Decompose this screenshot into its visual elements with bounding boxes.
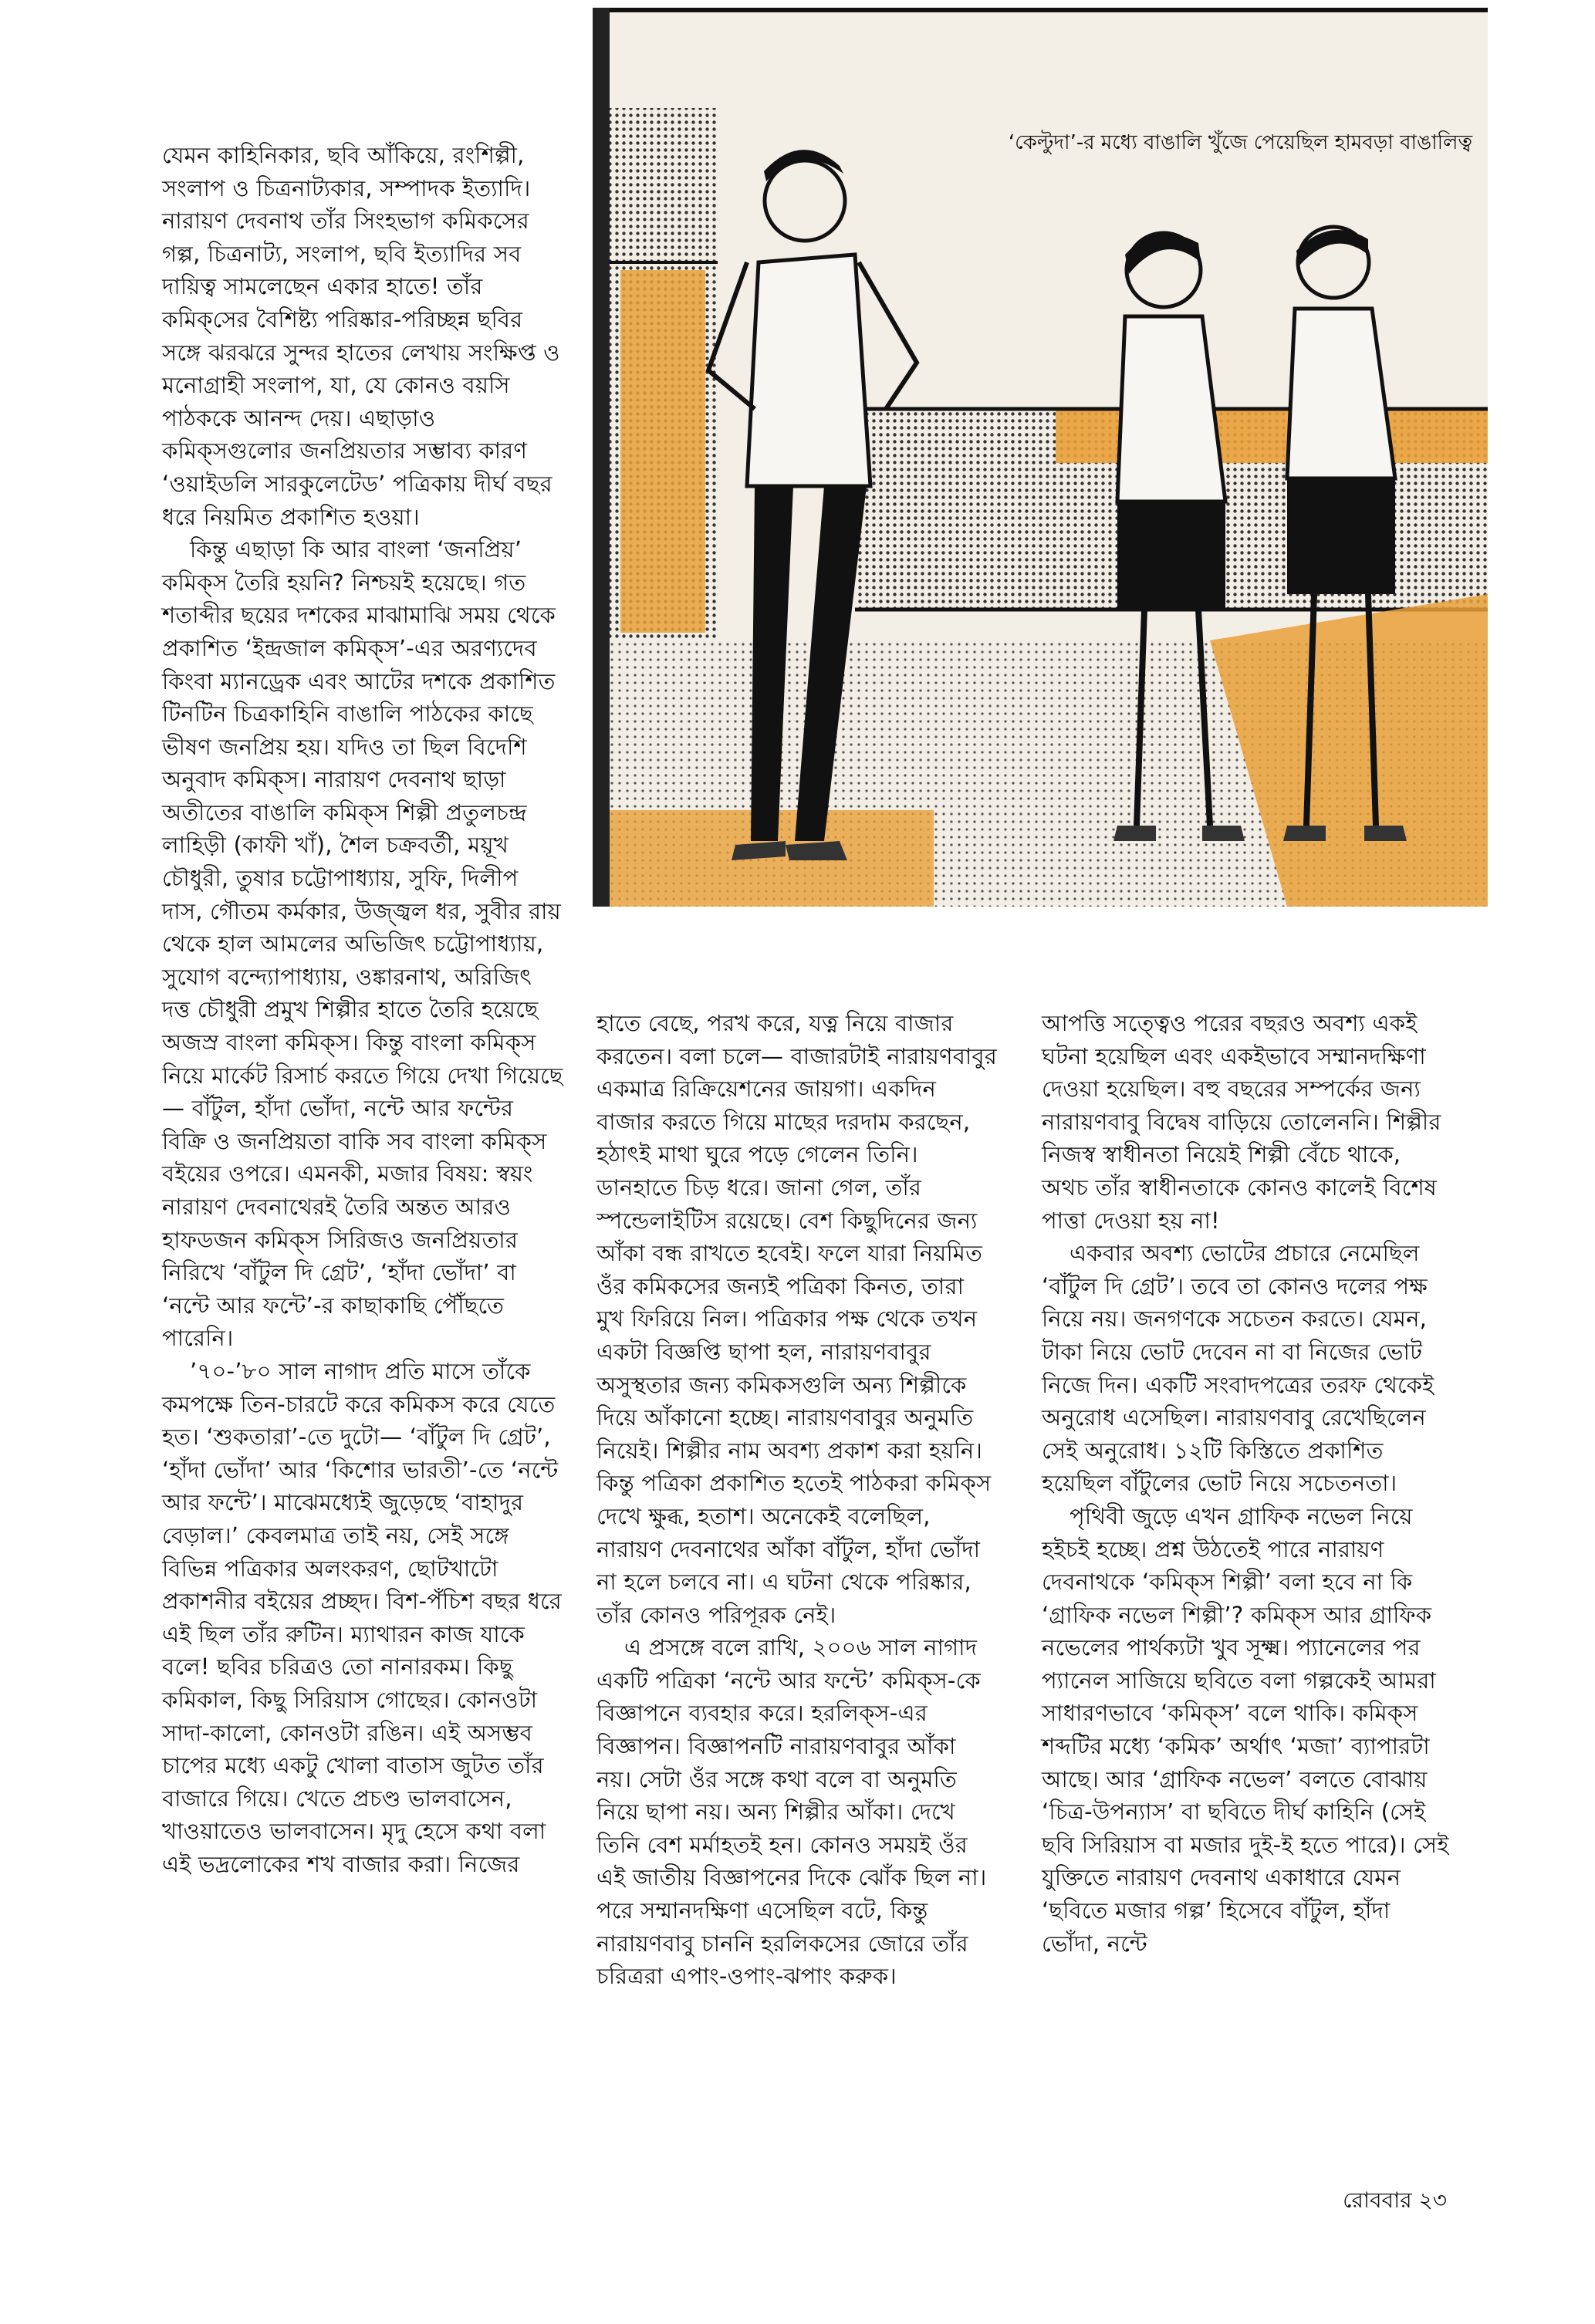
paragraph: আপত্তি সত্ত্বেও পরের বছরও অবশ্য একই ঘটনা হয়েছিল এবং একইভাবে সম্মানদক্ষিণা দেওয়া হয়েছিল। বহু বছরের সম্পর্কের জন্য নারায়ণবাবু বিদ্বেষ বাড়িয়ে তোলেননি। শিল্পীর নিজস্ব স্বাধীনতা নিয়েই শিল্পী বেঁচে থাকে, অথচ তাঁর স্বাধীনতাকে কোনও কালেই বিশেষ পাত্তা দেওয়া হয় না! bbox=[1042, 1010, 1441, 1234]
paragraph: এ প্রসঙ্গে বলে রাখি, ২০০৬ সাল নাগাদ একটি পত্রিকা ‘নন্টে আর ফন্টে’ কমিক্‌স-কে বিজ্ঞাপনে ব্যবহার করে। হরলিক্‌স-এর বিজ্ঞাপন। বিজ্ঞাপনটি নারায়ণবাবুর আঁকা নয়। সেটা ওঁর সঙ্গে কথা বলে বা অনুমতি নিয়ে ছাপা নয়। অন্য শিল্পীর আঁকা। দেখে তিনি বেশ মর্মাহতই হন। কোনও সময়ই ওঁর এই জাতীয় বিজ্ঞাপনের দিকে ঝোঁক ছিল না। পরে সম্মানদক্ষিণা এসেছিল বটে, কিন্তু নারায়ণবাবু চাননি হরলিকসের জোরে তাঁর চরিত্ররা এপাং-ওপাং-ঝপাং করুক। bbox=[596, 1634, 987, 1990]
article-column-left bbox=[162, 139, 563, 1880]
page-footer bbox=[1343, 2184, 1447, 2220]
paragraph: কিন্তু এছাড়া কি আর বাংলা ‘জনপ্রিয়’ কমিক্‌স তৈরি হয়নি? নিশ্চয়ই হয়েছে। গত শতাব্দীর ছয়ের দশকের মাঝামাঝি সময় থেকে প্রকাশিত ‘ইন্দ্রজাল কমিক্‌স’-এর অরণ্যদেব কিংবা ম্যানড্রেক এবং আটের দশকে প্রকাশিত টিনটিন চিত্রকাহিনি বাঙালি পাঠকের কাছে ভীষণ জনপ্রিয় হয়। যদিও তা ছিল বিদেশি অনুবাদ কমিক্‌স। নারায়ণ দেবনাথ ছাড়া অতীতের বাঙালি কমিক্‌স শিল্পী প্রতুলচন্দ্র লাহিড়ী (কাফী খাঁ), শৈল চক্রবর্তী, ময়ূখ চৌধুরী, তুষার চট্টোপাধ্যায়, সুফি, দিলীপ দাস, গৌতম কর্মকার, উজ্জ্বল ধর, সুবীর রায় থেকে হাল আমলের অভিজিৎ চট্টোপাধ্যায়, সুযোগ বন্দ্যোপাধ্যায়, ওঙ্কারনাথ, অরিজিৎ দত্ত চৌধুরী প্রমুখ শিল্পীর হাতে তৈরি হয়েছে অজস্র বাংলা কমিক্‌স। কিন্তু বাংলা কমিক্‌স নিয়ে মার্কেট রিসার্চ করতে গিয়ে দেখা গিয়েছে— বাঁটুল, হাঁদা ভোঁদা, নন্টে আর ফন্টের বিক্রি ও জনপ্রিয়তা বাকি সব বাংলা কমিক্‌স বইয়ের ওপরে। এমনকী, মজার বিষয়: স্বয়ং নারায়ণ দেবনাথেরই তৈরি অন্তত আরও হাফডজন কমিক্‌স সিরিজও জনপ্রিয়তার নিরিখে ‘বাঁটুল দি গ্রেট’, ‘হাঁদা ভোঁদা’ বা ‘নন্টে আর ফন্টে’-র কাছাকাছি পৌঁছতে পারেনি। bbox=[162, 536, 563, 1352]
article-column-middle bbox=[596, 1007, 998, 1993]
paragraph: যেমন কাহিনিকার, ছবি আঁকিয়ে, রংশিল্পী, সংলাপ ও চিত্রনাট্যকার, সম্পাদক ইত্যাদি। নারায়ণ দেবনাথ তাঁর সিংহভাগ কমিকসের গল্প, চিত্রনাট্য, সংলাপ, ছবি ইত্যাদির সব দায়িত্ব সামলেছেন একার হাতে! তাঁর কমিক্‌সের বৈশিষ্ট্য পরিষ্কার-পরিচ্ছন্ন ছবির সঙ্গে ঝরঝরে সুন্দর হাতের লেখায় সংক্ষিপ্ত ও মনোগ্রাহী সংলাপ, যা, যে কোনও বয়সি পাঠককে আনন্দ দেয়। এছাড়াও কমিক্‌সগুলোর জনপ্রিয়তার সম্ভাব্য কারণ ‘ওয়াইডলি সারকুলেটেড’ পত্রিকায় দীর্ঘ বছর ধরে নিয়মিত প্রকাশিত হওয়া। bbox=[162, 142, 560, 530]
magazine-name: রোববার bbox=[1343, 2187, 1412, 2213]
illustration-caption: ‘কেল্টুদা’-র মধ্যে বাঙালি খুঁজে পেয়েছিল হামবড়া বাঙালিত্ব bbox=[1008, 131, 1472, 154]
comic-illustration bbox=[593, 8, 1488, 907]
paragraph: পৃথিবী জুড়ে এখন গ্রাফিক নভেল নিয়ে হইচই হচ্ছে। প্রশ্ন উঠতেই পারে নারায়ণ দেবনাথকে ‘কমিক্‌স শিল্পী’ বলা হবে না কি ‘গ্রাফিক নভেল শিল্পী’? কমিক্‌স আর গ্রাফিক নভেলের পার্থক্যটা খুব সূক্ষ্ম। প্যানেলের পর প্যানেল সাজিয়ে ছবিতে বলা গল্পকেই আমরা সাধারণভাবে ‘কমিক্‌স’ বলে থাকি। কমিক্‌স শব্দটির মধ্যে ‘কমিক’ অর্থাৎ ‘মজা’ ব্যাপারটা আছে। আর ‘গ্রাফিক নভেল’ বলতে বোঝায় ‘চিত্র-উপন্যাস’ বা ছবিতে দীর্ঘ কাহিনি (সেই ছবি সিরিয়াস বা মজার দুই-ই হতে পারে)। সেই যুক্তিতে নারায়ণ দেবনাথ একাধারে যেমন ‘ছবিতে মজার গল্প’ হিসেবে বাঁটুল, হাঁদা ভোঁদা, নন্টে bbox=[1042, 1502, 1449, 1957]
paragraph: হাতে বেছে, পরখ করে, যত্ন নিয়ে বাজার করতেন। বলা চলে— বাজারটাই নারায়ণবাবুর একমাত্র রিক্রিয়েশনের জায়গা। একদিন বাজার করতে গিয়ে মাছের দরদাম করছেন, হঠাৎই মাথা ঘুরে পড়ে গেলেন তিনি। ডানহাতে চিড় ধরে। জানা গেল, তাঁর স্পন্ডেলাইটিস রয়েছে। বেশ কিছুদিনের জন্য আঁকা বন্ধ রাখতে হবেই। ফলে যারা নিয়মিত ওঁর কমিকসের জন্যই পত্রিকা কিনত, তারা মুখ ফিরিয়ে নিল। পত্রিকার পক্ষ থেকে তখন একটা বিজ্ঞপ্তি ছাপা হল, নারায়ণবাবুর অসুস্থতার জন্য কমিকসগুলি অন্য শিল্পীকে দিয়ে আঁকানো হচ্ছে। নারায়ণবাবুর অনুমতি নিয়েই। শিল্পীর নাম অবশ্য প্রকাশ করা হয়নি। কিন্তু পত্রিকা প্রকাশিত হতেই পাঠকরা কমিক্‌স দেখে ক্ষুব্ধ, হতাশ। অনেকেই বলেছিল, নারায়ণ দেবনাথের আঁকা বাঁটুল, হাঁদা ভোঁদা না হলে চলবে না। এ ঘটনা থেকে পরিষ্কার, তাঁর কোনও পরিপূরক নেই। bbox=[596, 1010, 997, 1628]
orange-door-panel bbox=[620, 270, 705, 633]
paragraph: ’৭০-’৮০ সাল নাগাদ প্রতি মাসে তাঁকে কমপক্ষে তিন-চারটে করে কমিকস করে যেতে হত। ‘শুকতারা’-তে দুটো— ‘বাঁটুল দি গ্রেট’, ‘হাঁদা ভোঁদা’ আর ‘কিশোর ভারতী’-তে ‘নন্টে আর ফন্টে’। মাঝেমধ্যেই জুড়েছে ‘বাহাদুর বেড়াল।’ কেবলমাত্র তাই নয়, সেই সঙ্গে বিভিন্ন পত্রিকার অলংকরণ, ছোটখাটো প্রকাশনীর বইয়ের প্রচ্ছদ। বিশ-পঁচিশ বছর ধরে এই ছিল তাঁর রুটিন। ম্যাথারন কাজ যাকে বলে! ছবির চরিত্রও তো নানারকম। কিছু কমিকাল, কিছু সিরিয়াস গোছের। কোনওটা সাদা-কালো, কোনওটা রঙিন। এই অসম্ভব চাপের মধ্যে একটু খোলা বাতাস জুটত তাঁর বাজারে গিয়ে। খেতে প্রচণ্ড ভালবাসেন, খাওয়াতেও ভালবাসেন। মৃদু হেসে কথা বলা এই ভদ্রলোকের শখ বাজার করা। নিজের bbox=[162, 1357, 562, 1877]
article-column-right bbox=[1042, 1007, 1451, 1960]
paragraph: একবার অবশ্য ভোটের প্রচারে নেমেছিল ‘বাঁটুল দি গ্রেট’। তবে তা কোনও দলের পক্ষ নিয়ে নয়। জনগণকে সচেতন করতে। যেমন, টাকা নিয়ে ভোট দেবেন না বা নিজের ভোট নিজে দিন। একটি সংবাদপত্রের তরফ থেকেই অনুরোধ এসেছিল। নারায়ণবাবু রেখেছিলেন সেই অনুরোধ। ১২টি কিস্তিতে প্রকাশিত হয়েছিল বাঁটুলের ভোট নিয়ে সচেতনতা। bbox=[1042, 1240, 1434, 1497]
page-number: ২৩ bbox=[1418, 2187, 1447, 2213]
